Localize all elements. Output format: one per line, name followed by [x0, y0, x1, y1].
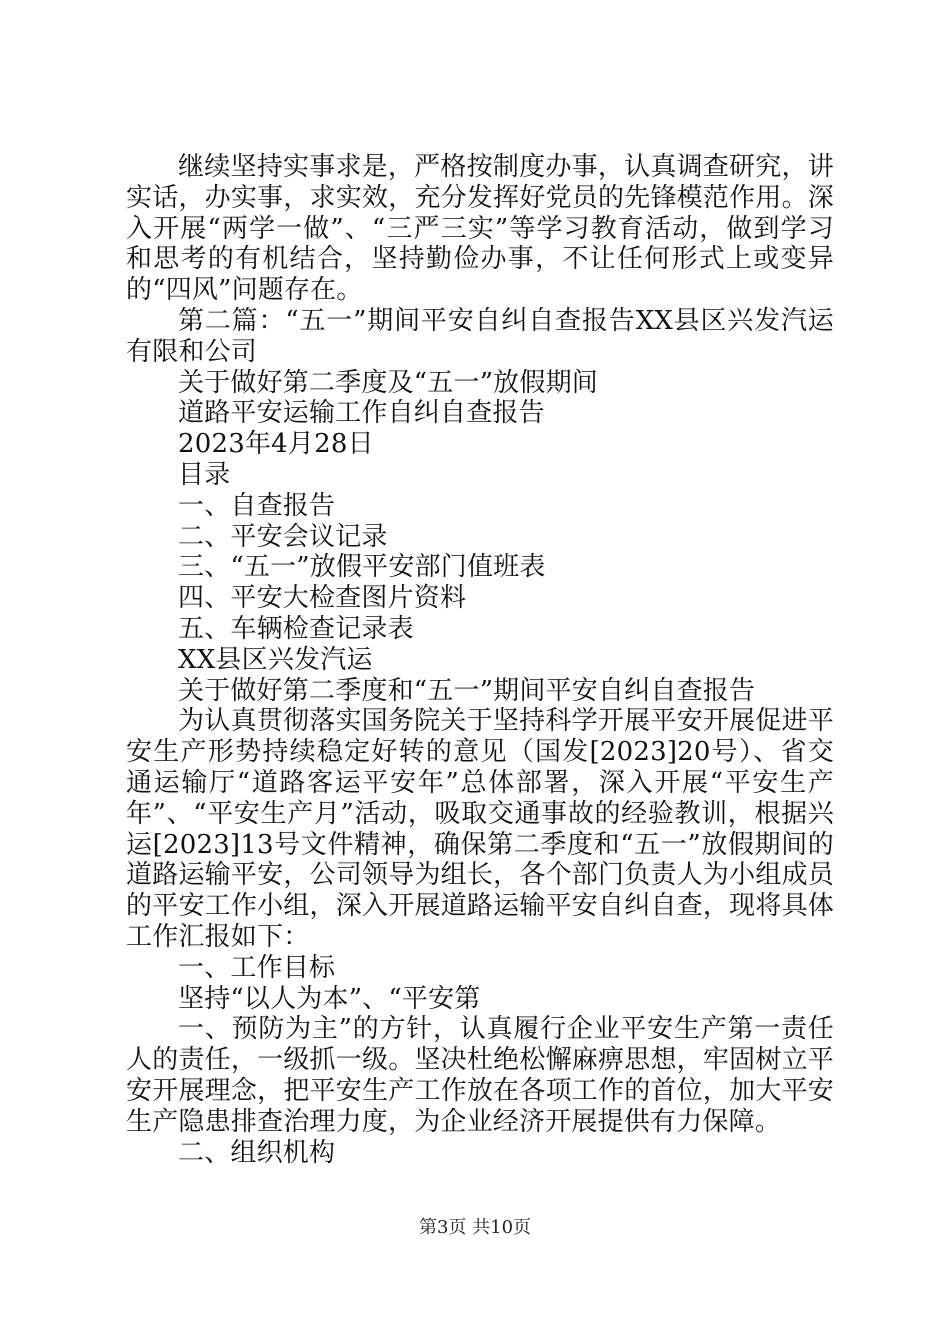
toc-item-3: 三、“五一”放假平安部门值班表	[178, 552, 546, 583]
paragraph-principle: 坚持“以人为本”、“平安第	[178, 983, 481, 1014]
report-title-line-1: 关于做好第二季度及“五一”放假期间	[178, 367, 598, 398]
section-title-part-two: 第二篇：“五一”期间平安自纠自查报告XX县区兴发汽运有限和公司	[126, 305, 834, 367]
report-heading: 关于做好第二季度和“五一”期间平安自纠自查报告	[178, 675, 756, 706]
company-name: XX县区兴发汽运	[178, 644, 373, 675]
paragraph-conduct: 继续坚持实事求是，严格按制度办事，认真调查研究，讲实话，办实事，求实效，充分发挥好党员的先锋模范作用。深入开展“两学一做”、“三严三实”等学习教育活动，做到学习和思考的有机结合，坚持勤俭办事，不让任何形式上或变异的“四风”问题存在。	[126, 152, 834, 306]
toc-item-5: 五、车辆检查记录表	[178, 613, 414, 644]
report-title-line-2: 道路平安运输工作自纠自查报告	[178, 398, 545, 429]
page-number-footer: 第3页 共10页	[418, 1217, 532, 1238]
toc-item-4: 四、平安大检查图片资料	[178, 583, 467, 614]
heading-work-goals: 一、工作目标	[178, 952, 336, 983]
paragraph-prevention: 一、预防为主”的方针，认真履行企业平安生产第一责任人的责任，一级抓一级。坚决杜绝松懈麻痹思想，牢固树立平安开展理念，把平安生产工作放在各项工作的首位，加大平安生产隐患排查治理力度，为企业经济开展提供有力保障。	[126, 1014, 834, 1137]
toc-heading: 目录	[178, 459, 231, 490]
heading-organization: 二、组织机构	[178, 1137, 336, 1168]
document-body	[126, 152, 834, 1168]
toc-item-2: 二、平安会议记录	[178, 521, 388, 552]
paragraph-intro: 为认真贯彻落实国务院关于坚持科学开展平安开展促进平安生产形势持续稳定好转的意见（国发[2023]20号）、省交通运输厅“道路客运平安年”总体部署，深入开展“平安生产年”、“平安生产月”活动，吸取交通事故的经验教训，根据兴运[2023]13号文件精神，确保第二季度和“五一”放假期间的道路运输平安，公司领导为组长，各个部门负责人为小组成员的平安工作小组，深入开展道路运输平安自纠自查，现将具体工作汇报如下：	[126, 706, 834, 952]
report-date: 2023年4月28日	[178, 429, 374, 460]
toc-item-1: 一、自查报告	[178, 490, 336, 521]
